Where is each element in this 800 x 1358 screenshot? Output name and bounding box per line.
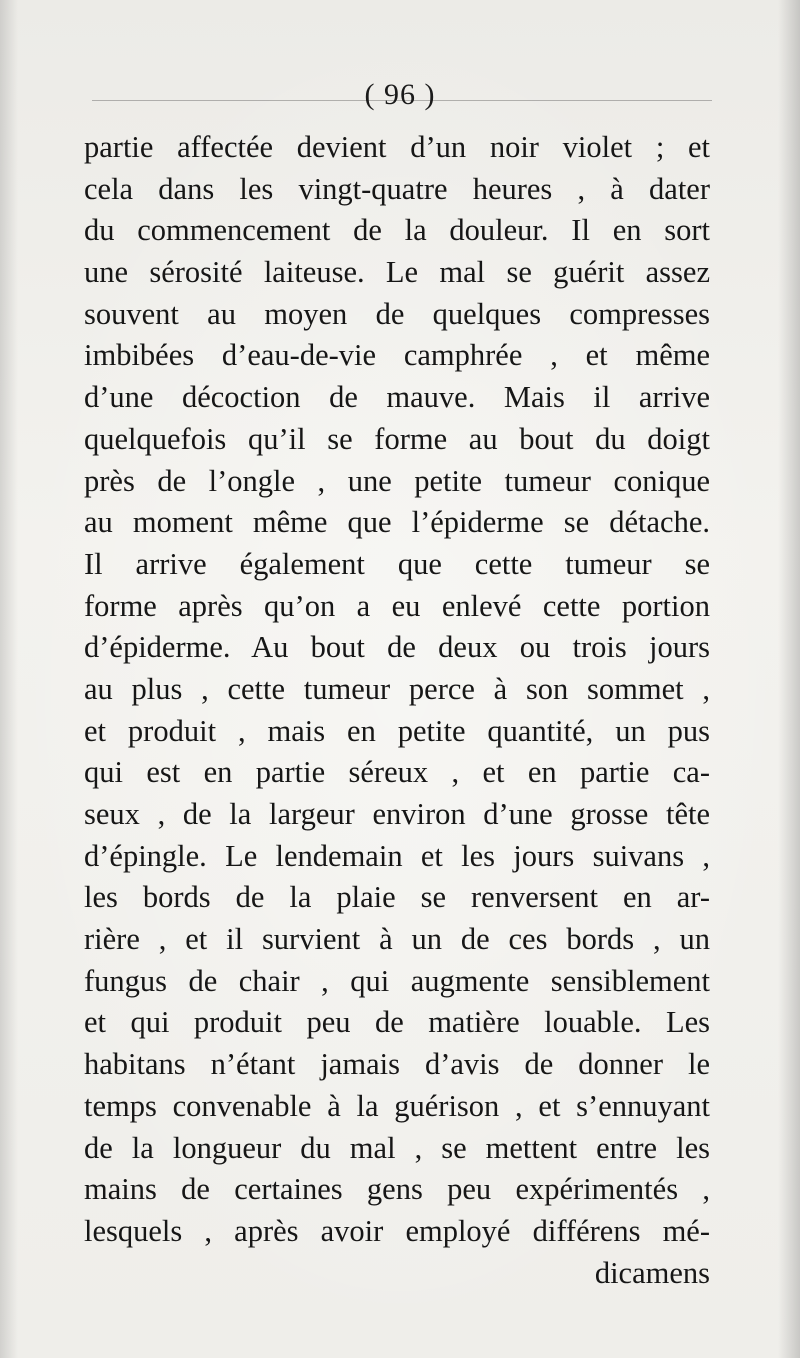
text-line: souvent au moyen de quelques compresses bbox=[84, 296, 710, 331]
text-line: les bords de la plaie se renversent en ar- bbox=[84, 880, 710, 915]
body-text bbox=[84, 127, 710, 1294]
text-line: près de l’ongle , une petite tumeur conique bbox=[84, 463, 710, 498]
text-line: fungus de chair , qui augmente sensiblement bbox=[84, 963, 710, 998]
text-line: cela dans les vingt-quatre heures , à dater bbox=[84, 171, 710, 206]
text-line: d’épiderme. Au bout de deux ou trois jours bbox=[84, 630, 710, 665]
text-line: temps convenable à la guérison , et s’ennuyant bbox=[84, 1088, 710, 1123]
text-line: mains de certaines gens peu expérimentés , bbox=[84, 1172, 710, 1207]
text-line: lesquels , après avoir employé différens mé- bbox=[84, 1213, 710, 1248]
text-line: qui est en partie séreux , et en partie ca- bbox=[84, 755, 710, 790]
text-line: et qui produit peu de matière louable. Les bbox=[84, 1005, 710, 1040]
page-edge-shadow-right bbox=[778, 0, 800, 1358]
page-number: ( 96 ) bbox=[364, 78, 436, 111]
page-edge-shadow-left bbox=[0, 0, 18, 1358]
text-line: de la longueur du mal , se mettent entre les bbox=[84, 1130, 710, 1165]
text-line: d’une décoction de mauve. Mais il arrive bbox=[84, 380, 710, 415]
text-line: au plus , cette tumeur perce à son sommet , bbox=[84, 671, 710, 706]
text-line: seux , de la largeur environ d’une grosse tête bbox=[84, 797, 710, 831]
text-line: imbibées d’eau-de-vie camphrée , et même bbox=[84, 338, 710, 373]
text-line: du commencement de la douleur. Il en sort bbox=[84, 213, 710, 248]
text-line: au moment même que l’épiderme se détache. bbox=[84, 505, 710, 540]
catchword: dicamens bbox=[594, 1255, 710, 1290]
text-line: partie affectée devient d’un noir violet ; et bbox=[84, 130, 710, 164]
text-line: une sérosité laiteuse. Le mal se guérit assez bbox=[84, 255, 710, 290]
text-line: d’épingle. Le lendemain et les jours suivans , bbox=[84, 838, 710, 873]
text-line: et produit , mais en petite quantité, un pus bbox=[84, 713, 710, 748]
text-line: Il arrive également que cette tumeur se bbox=[84, 546, 710, 581]
text-line: habitans n’étant jamais d’avis de donner le bbox=[84, 1047, 710, 1082]
text-line: rière , et il survient à un de ces bords , un bbox=[84, 922, 710, 957]
text-line: quelquefois qu’il se forme au bout du doigt bbox=[84, 421, 710, 456]
text-line: forme après qu’on a eu enlevé cette portion bbox=[84, 588, 710, 623]
